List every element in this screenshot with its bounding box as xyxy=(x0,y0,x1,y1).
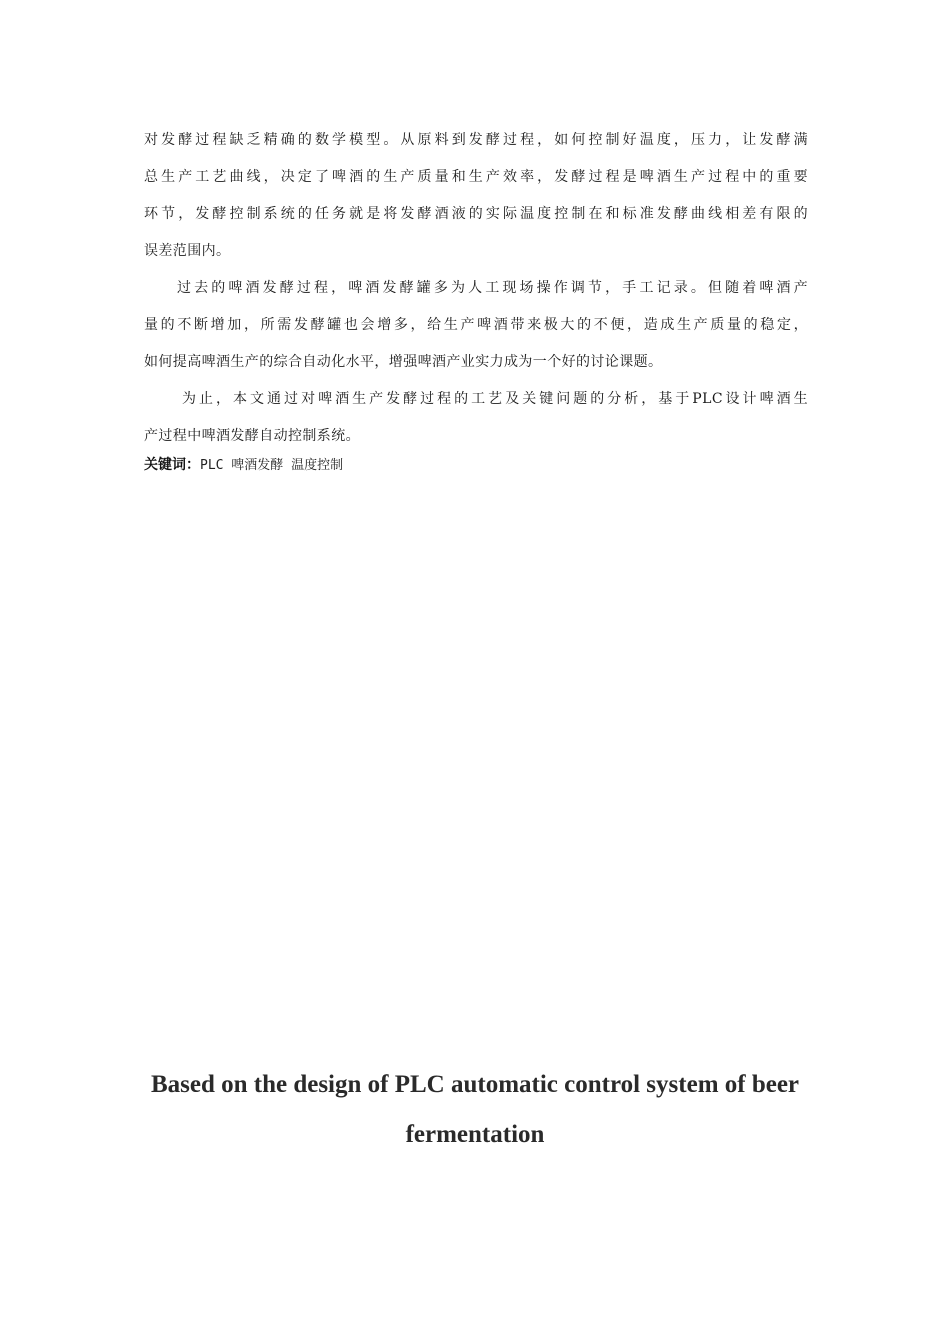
paragraph-1-line-1: 对发酵过程缺乏精确的数学模型。从原料到发酵过程，如何控制好温度，压力，让发酵满 xyxy=(144,132,808,148)
english-title-line-2: fermentation xyxy=(405,1121,545,1148)
paragraph-1-line-2: 总生产工艺曲线，决定了啤酒的生产质量和生产效率，发酵过程是啤酒生产过程中的重要 xyxy=(144,169,808,185)
paragraph-3-line-1: 为止，本文通过对啤酒生产发酵过程的工艺及关键问题的分析，基于PLC设计啤酒生 xyxy=(182,391,808,407)
paragraph-2-line-3: 如何提高啤酒生产的综合自动化水平，增强啤酒产业实力成为一个好的讨论课题。 xyxy=(144,354,663,370)
paragraph-3-line-2: 产过程中啤酒发酵自动控制系统。 xyxy=(144,428,360,444)
abstract-body xyxy=(144,122,808,455)
paragraph-1-line-4: 误差范围内。 xyxy=(144,243,231,259)
english-title xyxy=(110,1060,840,1160)
paragraph-2-line-2: 量的不断增加，所需发酵罐也会增多，给生产啤酒带来极大的不便，造成生产质量的稳定， xyxy=(144,317,808,333)
english-title-line-1: Based on the design of PLC automatic control system of beer xyxy=(150,1071,800,1098)
keywords xyxy=(144,450,343,481)
paragraph-2-line-1: 过去的啤酒发酵过程，啤酒发酵罐多为人工现场操作调节，手工记录。但随着啤酒产 xyxy=(177,280,808,296)
keywords-value: PLC 啤酒发酵 温度控制 xyxy=(200,458,344,473)
paragraph-1-line-3: 环节，发酵控制系统的任务就是将发酵酒液的实际温度控制在和标准发酵曲线相差有限的 xyxy=(144,206,808,222)
keywords-label: 关键词： xyxy=(144,457,200,473)
